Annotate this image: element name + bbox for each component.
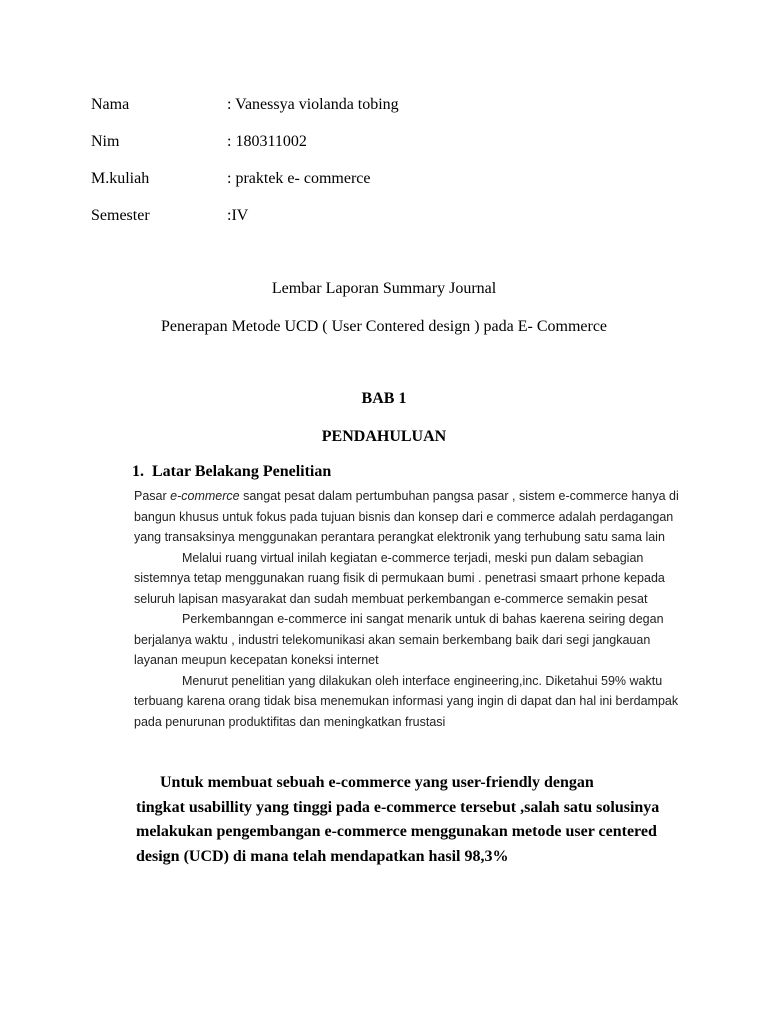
body-text (134, 486, 679, 732)
info-label: Nama (91, 96, 130, 113)
info-value: : Vanessya violanda tobing (227, 96, 399, 113)
section-title: Latar Belakang Penelitian (152, 463, 332, 480)
info-label: Nim (91, 133, 120, 150)
info-row-nama (91, 95, 399, 115)
report-title: Lembar Laporan Summary Journal (271, 280, 497, 297)
info-value: :IV (227, 207, 249, 224)
section-heading (132, 462, 331, 482)
emphasis-rest: tingkat usabillity yang tinggi pada e-commerce tersebut ,salah satu solusinya melakukan pengembangan e-commerce menggunakan metode user centered design (UCD) di mana telah mendapatkan hasil 98,3% (136, 798, 660, 865)
info-label: M.kuliah (91, 170, 150, 187)
info-label: Semester (91, 207, 150, 224)
info-row-mata-kuliah (91, 169, 370, 189)
section-number: 1. (132, 463, 144, 480)
info-value: : praktek e- commerce (227, 170, 371, 187)
paragraph-1-rest: sangat pesat dalam pertumbuhan pangsa pasar , sistem e-commerce hanya di bangun khusus untuk fokus pada tujuan bisnis dan konsep dari e commerce adalah perdagangan yang transaksinya menggunakan perantara perangkat elektronik yang terhubung satu sama lain (134, 489, 679, 544)
chapter-number: BAB 1 (361, 390, 407, 407)
paragraph-4: Menurut penelitian yang dilakukan oleh interface engineering,inc. Diketahui 59% waktu terbuang karena orang tidak bisa menemukan informasi yang ingin di dapat dan hal ini berdampak pada penurunan produktifitas dan meningkatkan frustasi (134, 673, 679, 729)
emphasis-first-line: Untuk membuat sebuah e-commerce yang user-friendly dengan (160, 774, 594, 791)
paragraph-2: Melalui ruang virtual inilah kegiatan e-commerce terjadi, meski pun dalam sebagian sistemnya tetap menggunakan ruang fisik di permukaan bumi . penetrasi smaart prhone kepada seluruh lapisan masyarakat dan sudah membuat perkembangan e-commerce semakin pesat (134, 550, 665, 606)
paragraph-1-start: Pasar (134, 489, 171, 503)
info-value: : 180311002 (227, 133, 307, 150)
info-row-nim (91, 132, 307, 152)
emphasis-paragraph (136, 771, 681, 869)
info-row-semester (91, 206, 248, 226)
italic-term: e-commerce (170, 489, 240, 503)
paragraph-1 (134, 486, 679, 548)
chapter-title: PENDAHULUAN (321, 428, 447, 445)
paragraph-3: Perkembanngan e-commerce ini sangat menarik untuk di bahas kaerena seiring degan berjalanya waktu , industri telekomunikasi akan semain berkembang baik dari segi jangkauan layanan meupun kecepatan koneksi internet (134, 612, 664, 667)
journal-title: Penerapan Metode UCD ( User Contered design ) pada E- Commerce (160, 318, 608, 335)
